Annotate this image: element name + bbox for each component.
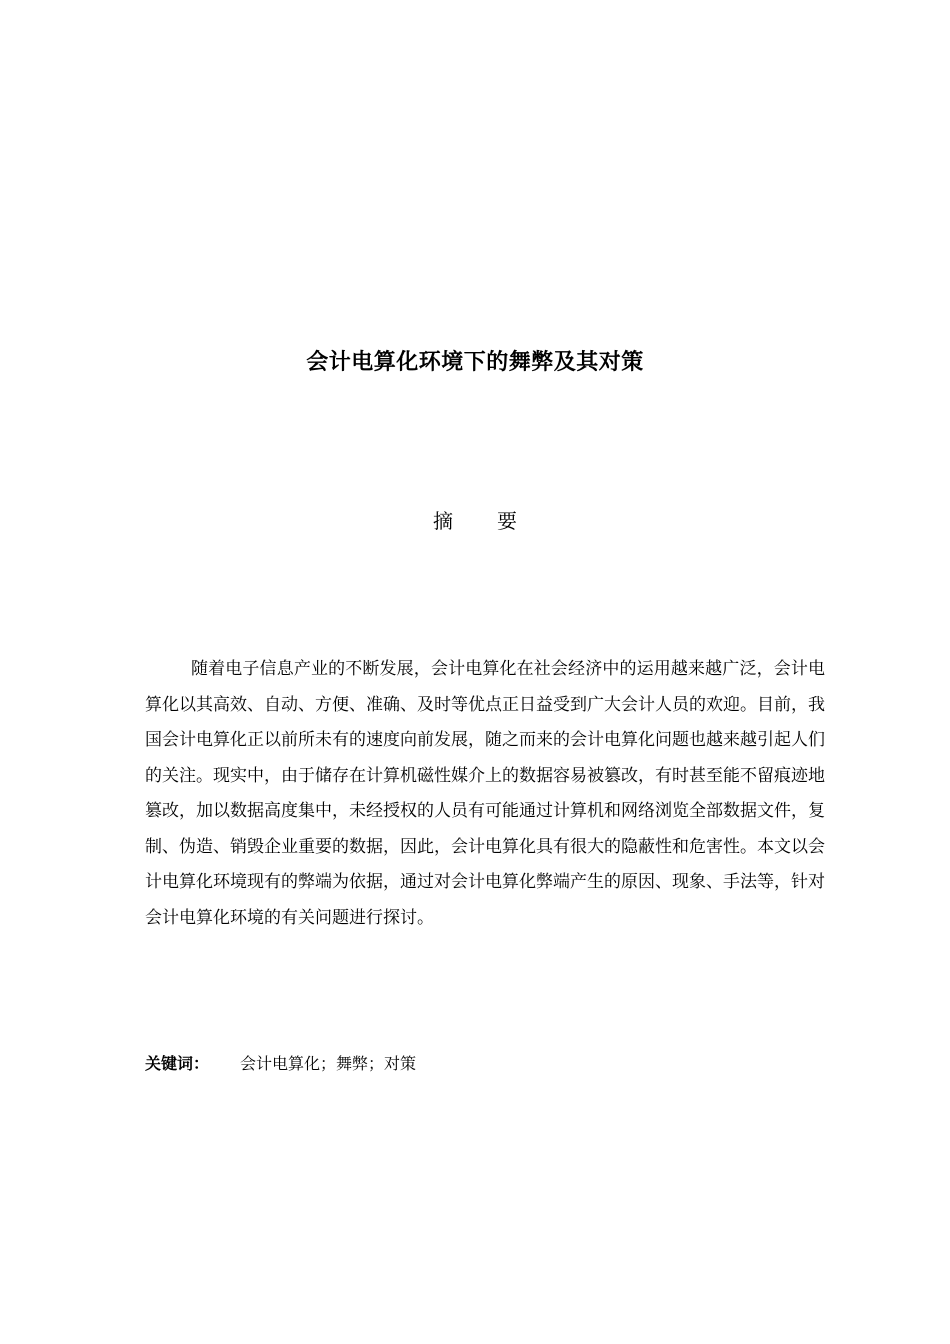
abstract-paragraph: 随着电子信息产业的不断发展，会计电算化在社会经济中的运用越来越广泛，会计电算化以其高效、自动、方便、准确、及时等优点正日益受到广大会计人员的欢迎。目前，我国会计电算化正以前所未有的速度向前发展，随之而来的会计电算化问题也越来越引起人们的关注。现实中，由于储存在计算机磁性媒介上的数据容易被篡改，有时甚至能不留痕迹地篡改，加以数据高度集中，未经授权的人员有可能通过计算机和网络浏览全部数据文件，复制、伪造、销毁企业重要的数据，因此，会计电算化具有很大的隐蔽性和危害性。本文以会计电算化环境现有的弊端为依据，通过对会计电算化弊端产生的原因、现象、手法等，针对会计电算化环境的有关问题进行探讨。: [145, 659, 825, 928]
document-title: 会计电算化环境下的舞弊及其对策: [306, 350, 644, 375]
abstract-heading-char-2: 要: [497, 509, 517, 533]
keywords-label: 关键词：: [145, 1054, 210, 1073]
keywords-line: [145, 1049, 825, 1079]
keywords-value: 会计电算化；舞弊；对策: [240, 1054, 417, 1073]
abstract-heading-char-1: 摘: [433, 509, 453, 533]
abstract-heading: [0, 505, 950, 537]
